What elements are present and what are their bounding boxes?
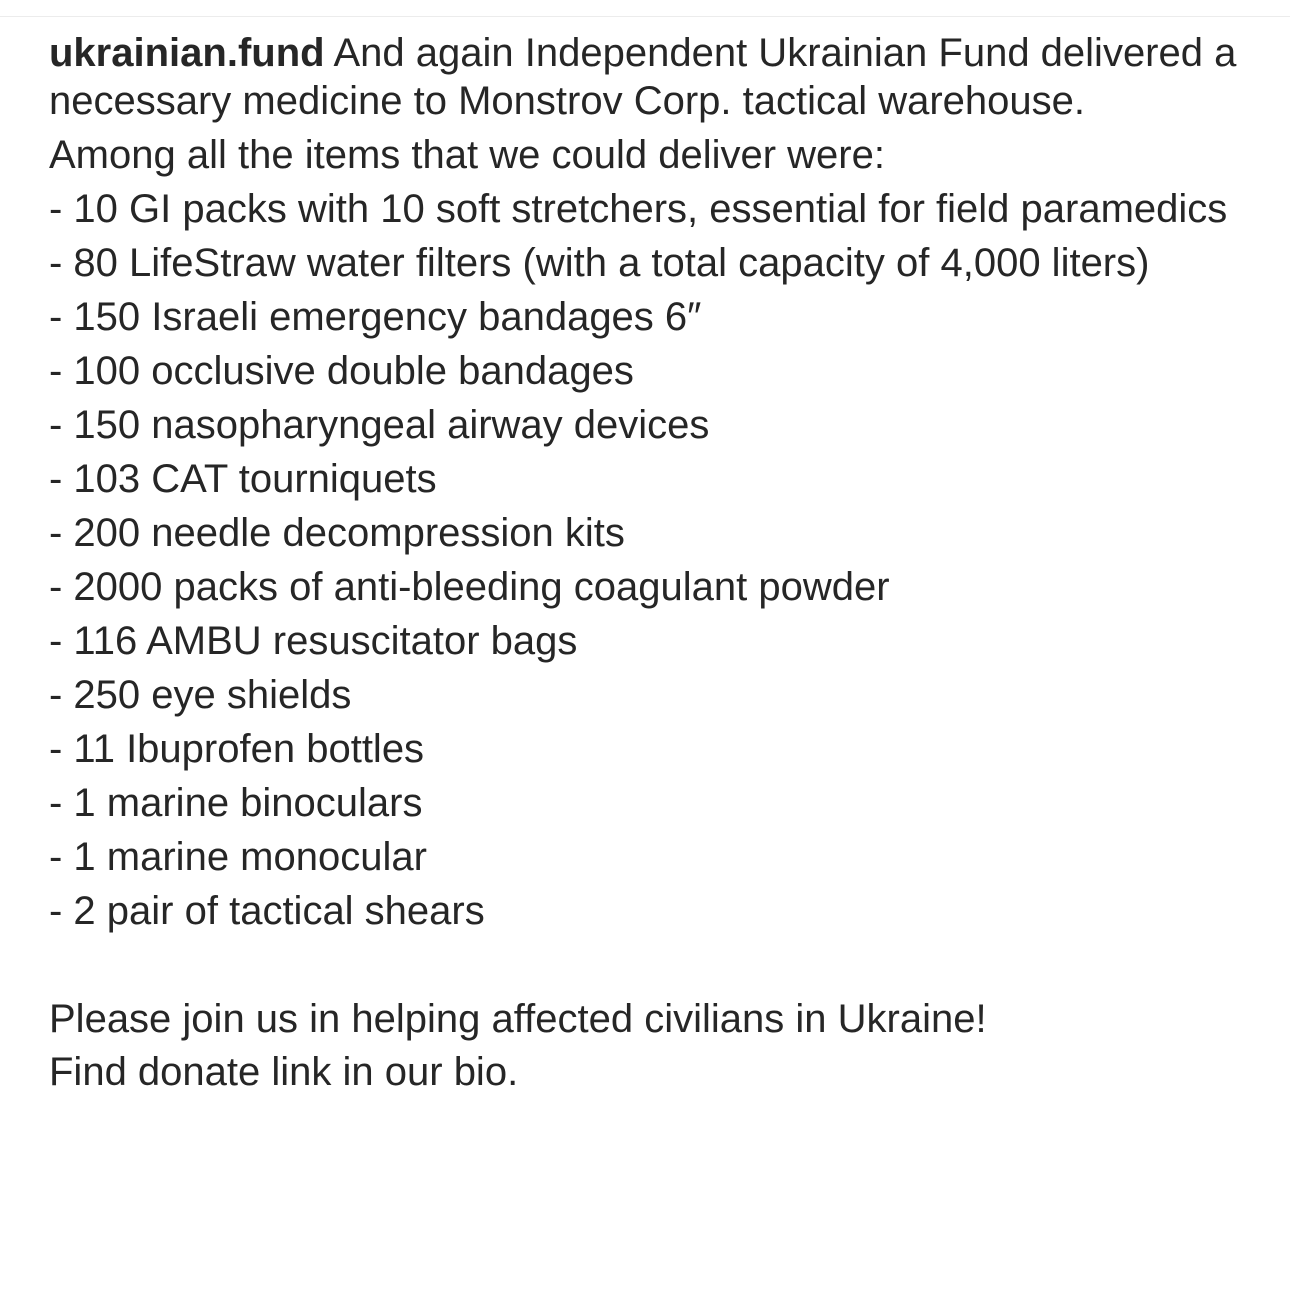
items-lead: Among all the items that we could deliver were:: [49, 133, 885, 177]
list-item: - 10 GI packs with 10 soft stretchers, essential for field paramedics: [49, 187, 1228, 231]
list-item: - 103 CAT tourniquets: [49, 457, 437, 501]
outro-line-donate: Find donate link in our bio.: [49, 1050, 519, 1094]
list-item: - 80 LifeStraw water filters (with a total capacity of 4,000 liters): [49, 241, 1150, 285]
list-item: - 2 pair of tactical shears: [49, 889, 485, 933]
list-item: - 200 needle decompression kits: [49, 511, 625, 555]
delivered-items-list: [49, 185, 1249, 935]
list-item: - 1 marine binoculars: [49, 781, 423, 825]
caption-intro: [49, 29, 1249, 125]
intro-text: And again Independent Ukrainian Fund delivered a necessary medicine to Monstrov Corp. tactical warehouse.: [49, 31, 1237, 123]
username-link[interactable]: ukrainian.fund: [49, 31, 325, 75]
top-divider: [0, 16, 1290, 17]
caption-outro: [49, 995, 1249, 1096]
list-item: - 100 occlusive double bandages: [49, 349, 634, 393]
list-item: - 2000 packs of anti-bleeding coagulant powder: [49, 565, 890, 609]
list-item: - 11 Ibuprofen bottles: [49, 727, 425, 771]
outro-line-join: Please join us in helping affected civilians in Ukraine!: [49, 997, 987, 1041]
list-item: - 1 marine monocular: [49, 835, 427, 879]
list-item: - 150 Israeli emergency bandages 6″: [49, 295, 702, 339]
list-item: - 250 eye shields: [49, 673, 352, 717]
post-caption: [49, 29, 1249, 1096]
list-item: - 116 AMBU resuscitator bags: [49, 619, 578, 663]
list-item: - 150 nasopharyngeal airway devices: [49, 403, 710, 447]
